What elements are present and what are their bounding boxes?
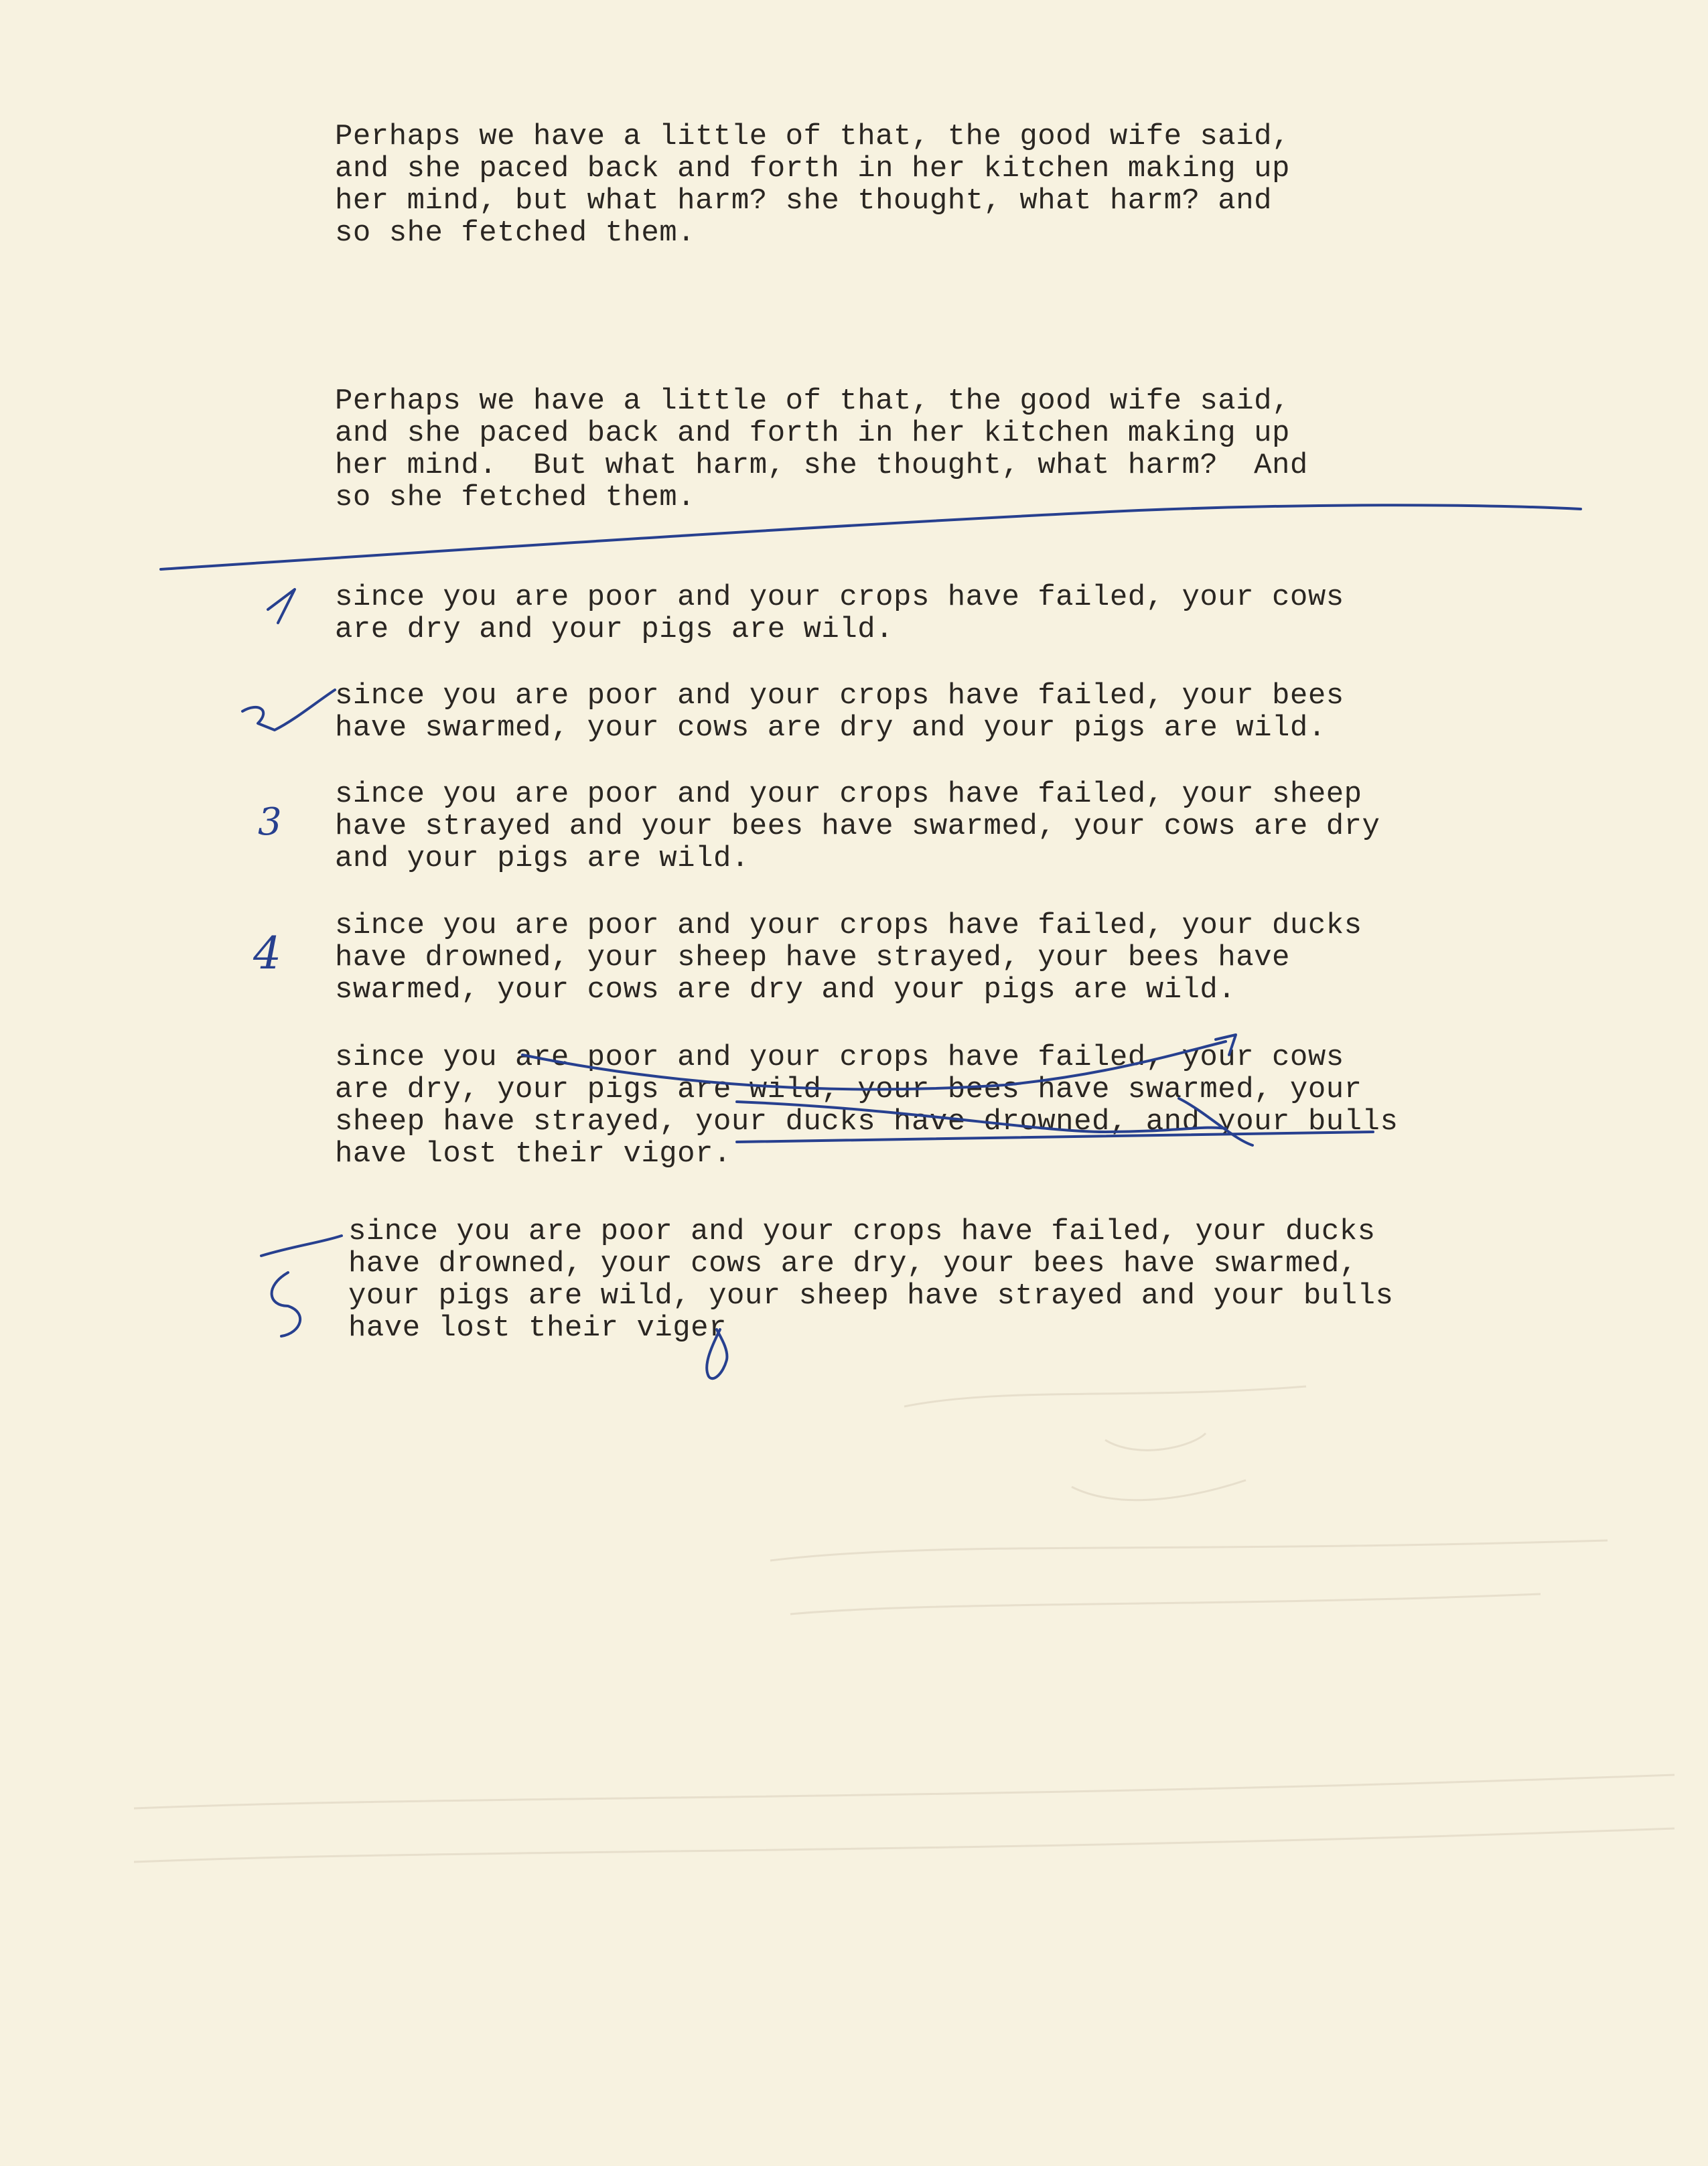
text-line: since you are poor and your crops have failed, your sheep xyxy=(335,778,1362,811)
text-line: her mind, but what harm? she thought, what harm? and xyxy=(335,184,1273,218)
divider-pen-stroke xyxy=(161,505,1581,569)
variant-paragraph-3 xyxy=(335,778,1380,875)
text-line: swarmed, your cows are dry and your pigs are wild. xyxy=(335,973,1236,1007)
text-line: so she fetched them. xyxy=(335,481,696,514)
text-line: and your pigs are wild. xyxy=(335,842,750,875)
margin-mark-5 xyxy=(261,1236,342,1256)
margin-mark-5 xyxy=(272,1273,301,1336)
variant-paragraph-1 xyxy=(335,581,1344,646)
text-line: your pigs are wild, your sheep have strayed and your bulls xyxy=(348,1279,1394,1313)
text-line: and she paced back and forth in her kitchen making up xyxy=(335,417,1290,450)
text-line: since you are poor and your crops have failed, your cows xyxy=(335,581,1344,614)
text-line: have drowned, your cows are dry, your bees have swarmed, xyxy=(348,1247,1358,1281)
text-line: have lost their viger xyxy=(348,1311,727,1345)
text-line: have swarmed, your cows are dry and your pigs are wild. xyxy=(335,711,1326,745)
text-line: since you are poor and your crops have failed, your ducks xyxy=(348,1215,1376,1248)
variant-paragraph-4 xyxy=(335,910,1362,1006)
margin-mark-1 xyxy=(268,589,295,623)
variant-paragraph-5 xyxy=(335,1041,1398,1170)
margin-number-4: 4 xyxy=(253,928,281,979)
text-line: her mind. But what harm, she thought, what harm? And xyxy=(335,449,1308,482)
text-line: have drowned, your sheep have strayed, your bees have xyxy=(335,941,1290,974)
text-line: since you are poor and your crops have failed, your cows xyxy=(335,1041,1344,1074)
variant-paragraph-6 xyxy=(348,1216,1393,1344)
text-line: have strayed and your bees have swarmed, your cows are dry xyxy=(335,810,1380,843)
margin-mark-2 xyxy=(242,690,335,730)
text-line: are dry and your pigs are wild. xyxy=(335,613,894,646)
text-line: so she fetched them. xyxy=(335,216,696,250)
variant-paragraph-2 xyxy=(335,680,1344,744)
text-line: sheep have strayed, your ducks have drowned, and your bulls xyxy=(335,1105,1399,1139)
margin-number-3: 3 xyxy=(258,800,282,844)
text-line: since you are poor and your crops have failed, your bees xyxy=(335,679,1344,713)
draft-paragraph-2 xyxy=(335,385,1308,514)
text-line: Perhaps we have a little of that, the good wife said, xyxy=(335,384,1290,418)
text-line: Perhaps we have a little of that, the good wife said, xyxy=(335,120,1290,153)
text-line: are dry, your pigs are wild, your bees have swarmed, your xyxy=(335,1073,1362,1106)
text-line: have lost their vigor. xyxy=(335,1137,731,1171)
draft-paragraph-1 xyxy=(335,121,1290,249)
text-line: and she paced back and forth in her kitchen making up xyxy=(335,152,1290,186)
text-line: since you are poor and your crops have failed, your ducks xyxy=(335,909,1362,942)
